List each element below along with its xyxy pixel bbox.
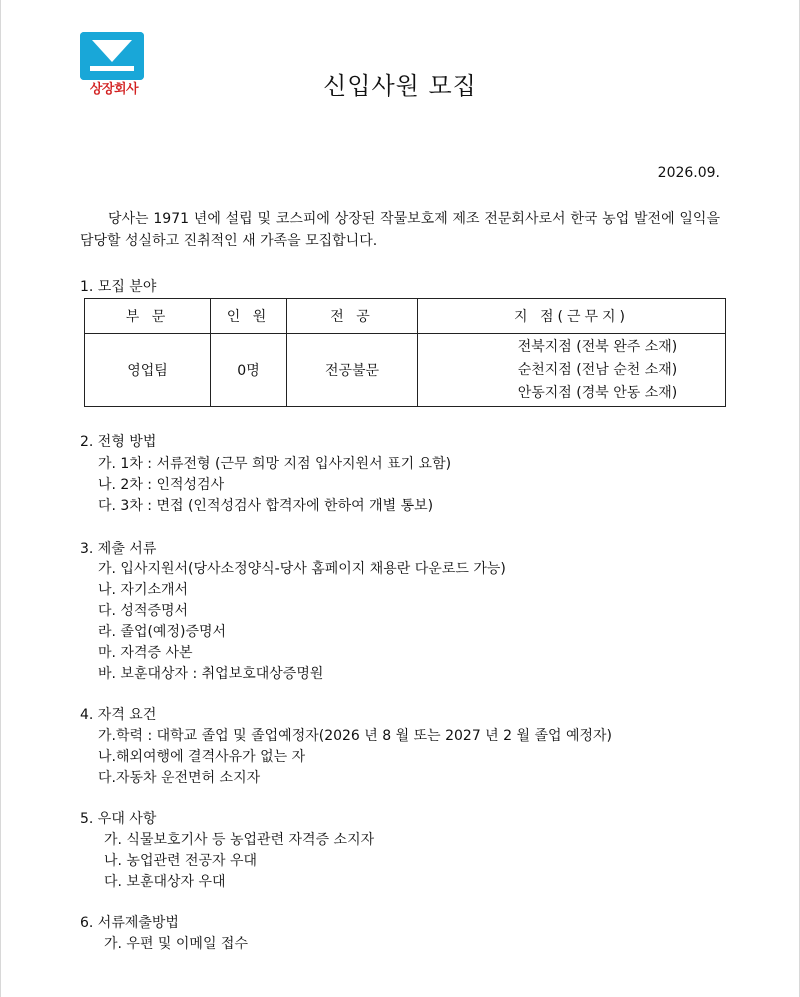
branch-item: 안동지점 (경북 안동 소재) <box>517 384 678 401</box>
list-item: 다.자동차 운전면허 소지자 <box>98 770 261 786</box>
page-border-left <box>0 0 1 997</box>
section-selection-process: 2. 전형 방법 <box>80 434 157 450</box>
header-dept: 부 문 <box>85 299 211 334</box>
cell-dept: 영업팀 <box>85 334 211 407</box>
list-item: 가. 1차 : 서류전형 (근무 희망 지점 입사지원서 표기 요함) <box>98 456 452 472</box>
list-item: 가. 식물보호기사 등 농업관련 자격증 소지자 <box>104 832 375 848</box>
list-item: 마. 자격증 사본 <box>98 645 193 661</box>
list-item: 나. 2차 : 인적성검사 <box>98 477 225 493</box>
list-item: 나. 자기소개서 <box>98 582 189 598</box>
table-row <box>85 334 726 407</box>
table-header-row <box>85 299 726 334</box>
header-major: 전 공 <box>287 299 418 334</box>
logo-text: 상장회사 <box>89 82 139 97</box>
page-title: 신입사원 모집 <box>323 72 477 100</box>
list-item: 바. 보훈대상자 : 취업보호대상증명원 <box>98 666 324 682</box>
section-preferences: 5. 우대 사항 <box>80 811 157 827</box>
header-count: 인 원 <box>211 299 287 334</box>
section-recruit-field: 1. 모집 분야 <box>80 279 157 295</box>
intro-paragraph <box>80 208 720 252</box>
posting-date: 2026.09. <box>657 165 720 181</box>
list-item: 가.학력 : 대학교 졸업 및 졸업예정자(2026 년 8 월 또는 2027 년 2 월 졸업 예정자) <box>98 728 613 744</box>
list-item: 다. 보훈대상자 우대 <box>104 874 226 890</box>
section-submission: 6. 서류제출방법 <box>80 915 179 931</box>
list-item: 가. 입사지원서(당사소정양식-당사 홈페이지 채용란 다운로드 가능) <box>98 561 506 577</box>
branch-item: 순천지점 (전남 순천 소재) <box>517 361 678 378</box>
list-item: 나. 농업관련 전공자 우대 <box>104 853 258 869</box>
header-branch: 지 점(근무지) <box>418 299 726 334</box>
list-item: 다. 성적증명서 <box>98 603 189 619</box>
branch-item: 전북지점 (전북 완주 소재) <box>517 338 678 355</box>
cell-major: 전공불문 <box>287 334 418 407</box>
recruit-table <box>84 298 726 407</box>
cell-count: 0명 <box>211 334 287 407</box>
list-item: 라. 졸업(예정)증명서 <box>98 624 227 640</box>
intro-text: 당사는 1971 년에 설립 및 코스피에 상장된 작물보호제 제조 전문회사로서 한국 농업 발전에 일익을 담당할 성실하고 진취적인 새 가족을 모집합니다. <box>80 211 720 249</box>
list-item: 나.해외여행에 결격사유가 없는 자 <box>98 749 306 765</box>
section-qualifications: 4. 자격 요건 <box>80 707 157 723</box>
list-item: 다. 3차 : 면접 (인적성검사 합격자에 한하여 개별 통보) <box>98 498 434 514</box>
section-documents: 3. 제출 서류 <box>80 541 157 557</box>
list-item: 가. 우편 및 이메일 접수 <box>104 936 248 952</box>
cell-branches <box>418 334 726 407</box>
